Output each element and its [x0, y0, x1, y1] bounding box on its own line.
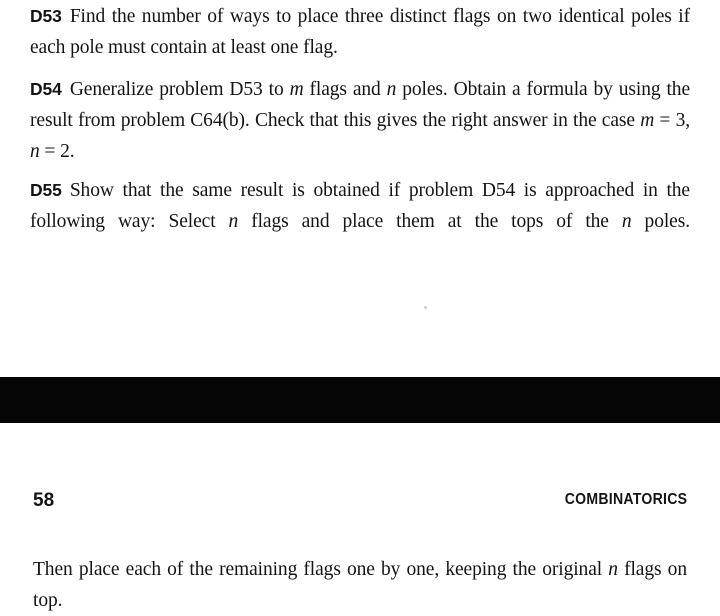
paragraph-text: flags on top. — [33, 559, 687, 611]
problem-text: poles. — [631, 211, 690, 232]
variable-m: m — [289, 79, 304, 100]
problem-number: D54 — [30, 79, 62, 99]
problem-d54 — [30, 74, 690, 167]
equation-text: = 3, — [654, 110, 690, 131]
page-number: 58 — [33, 490, 55, 511]
variable-n: n — [30, 141, 40, 162]
problem-text: Generalize problem D53 to — [69, 79, 290, 100]
problem-d53 — [30, 1, 690, 63]
problem-text: flags and place them at the tops of the — [238, 211, 622, 232]
page-break-band — [0, 377, 720, 423]
variable-n: n — [608, 559, 618, 580]
problem-number: D55 — [30, 180, 62, 200]
problem-text: Show that the same result is obtained if problem D54 is approached in the following way: Select — [30, 180, 690, 232]
problem-text: Find the number of ways to place three distinct flags on two identical poles if each pole must contain at least one flag. — [30, 6, 690, 58]
variable-m: m — [640, 110, 655, 131]
continuation-paragraph — [33, 554, 687, 616]
page-header — [33, 490, 687, 520]
variable-n: n — [386, 79, 397, 100]
variable-n: n — [621, 211, 632, 232]
variable-n: n — [228, 211, 239, 232]
equation-text: = 2. — [39, 141, 75, 162]
problem-text: poles. Obtain a formula by using the result from problem C64(b). Check that this gives the right answer in the case — [30, 79, 690, 131]
running-head: COMBINATORICS — [564, 491, 687, 508]
problem-d55 — [30, 175, 690, 237]
problem-text: flags and — [303, 79, 387, 100]
scan-speck — [424, 306, 427, 309]
paragraph-text: Then place each of the remaining flags one by one, keeping the original — [33, 559, 609, 580]
problem-number: D53 — [30, 6, 62, 26]
